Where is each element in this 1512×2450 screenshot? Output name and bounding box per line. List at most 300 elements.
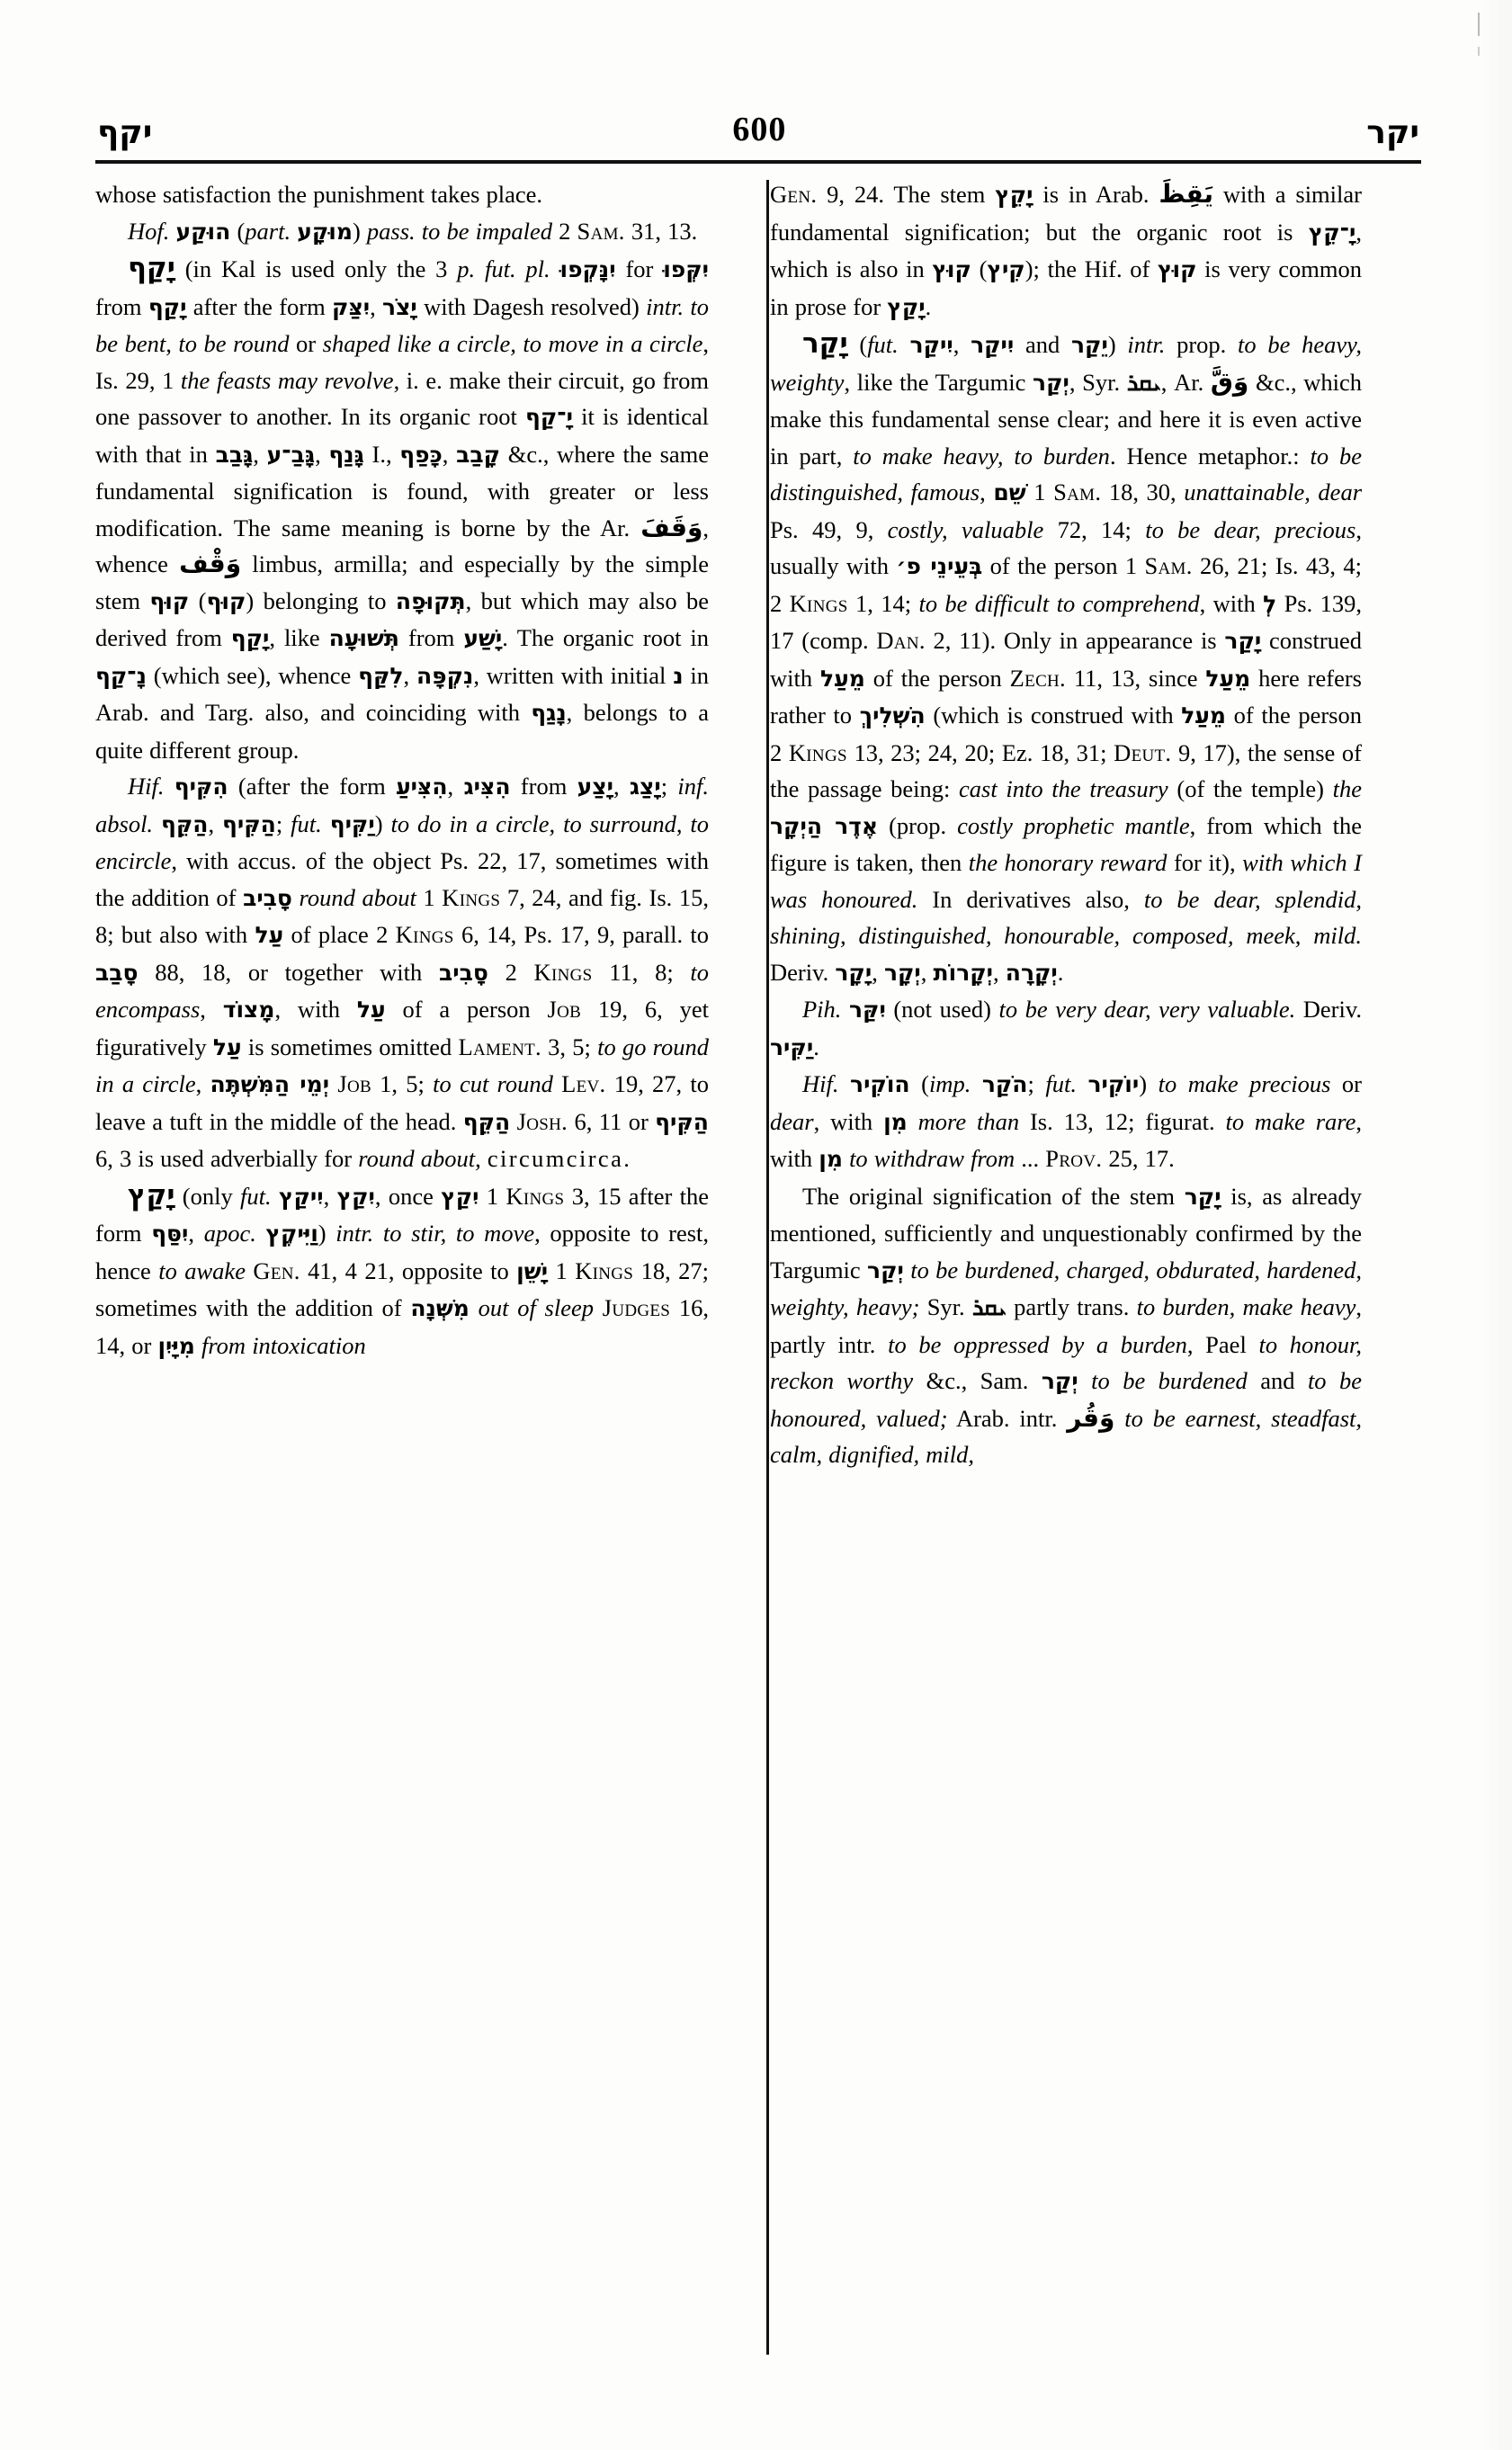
text-run: or xyxy=(289,330,323,357)
hebrew-text: יָקֵץ xyxy=(995,182,1033,208)
hebrew-text: יִיקַץ xyxy=(278,1183,324,1210)
hebrew-text: סָבִיב xyxy=(243,884,292,911)
text-run: costly prophetic mantle xyxy=(957,811,1190,839)
text-run: ( xyxy=(971,255,988,282)
text-run: 72, 14; xyxy=(1043,515,1146,543)
hebrew-text: קָבַב xyxy=(456,441,501,468)
citation-reference: Kings xyxy=(575,1256,634,1284)
hebrew-text: הוֹקִיר xyxy=(850,1071,910,1097)
text-run: ) xyxy=(352,217,367,245)
text-run: , with xyxy=(1199,589,1264,617)
text-run: limbus, armilla; and especially by the simple stem xyxy=(95,550,709,614)
hebrew-text: יְקָרָה xyxy=(1005,959,1058,986)
text-run: with a similar fundamental signification; but the organic root is xyxy=(770,181,1362,246)
hebrew-text: יָקַר xyxy=(1224,628,1262,654)
text-run: 2 xyxy=(552,217,577,245)
text-run: 13, 23; 24, 20; Ez. 18, 31; xyxy=(846,738,1114,766)
text-run xyxy=(169,218,175,245)
text-run: fut. xyxy=(1045,1070,1077,1097)
hof-entry xyxy=(95,213,709,251)
text-run xyxy=(841,996,849,1023)
header-rule xyxy=(95,160,1421,164)
columns-container xyxy=(95,176,1421,2362)
text-run: 16, 14, or xyxy=(95,1294,709,1359)
hebrew-text: הִקִּיף xyxy=(174,773,228,800)
text-run: more than xyxy=(917,1107,1020,1135)
hebrew-text: לִקַּף xyxy=(358,662,404,689)
text-run: ) belonging to xyxy=(246,586,396,614)
text-run: 3, 15 after the form xyxy=(95,1182,710,1247)
text-run: 25, 17. xyxy=(1102,1145,1175,1172)
text-run: the feasts may revolve xyxy=(180,366,394,394)
hif-yaqar-entry xyxy=(770,1066,1362,1178)
citation-reference: Job xyxy=(337,1070,371,1097)
text-run: &c., where the same fundamental signification is found, with greater or less modification. The same meaning is borne by the Ar. xyxy=(95,440,710,541)
text-run: fut. xyxy=(867,331,899,358)
text-run: 6, 11 or xyxy=(568,1107,656,1135)
hebrew-text: הוּקַע xyxy=(175,218,231,245)
text-run: &c., which make this fundamental sense clear; and here it is even active in part, xyxy=(770,368,1362,469)
hebrew-text: מִיָּיִן xyxy=(157,1332,195,1359)
text-run: 26, 21; Is. 43, 4; 2 xyxy=(770,552,1363,617)
text-run: In derivatives also, xyxy=(917,885,1144,913)
citation-reference: Lev. xyxy=(561,1070,606,1097)
text-run: ... xyxy=(1015,1145,1046,1172)
text-run: to burden, make heavy xyxy=(1136,1293,1356,1320)
text-run: (of the temple) xyxy=(1168,775,1333,802)
text-run: , from which the figure is taken, then xyxy=(770,811,1362,876)
text-run: whose satisfaction the punishment takes place. xyxy=(95,181,543,208)
text-run: , xyxy=(370,292,383,320)
text-run: pass. to be impaled xyxy=(366,217,553,245)
hebrew-text: סָבַב xyxy=(95,959,139,986)
hebrew-text: שֵׁם xyxy=(993,479,1026,505)
hebrew-text: מֵעַל xyxy=(820,665,865,692)
text-run: , xyxy=(993,958,1006,986)
citation-reference: Sam. xyxy=(1144,552,1193,579)
text-run xyxy=(908,1108,918,1135)
text-run: 6, 14, Ps. 17, 9, parall. to xyxy=(453,921,709,948)
text-run: construed with xyxy=(770,627,1363,692)
hebrew-text: גָּנַף xyxy=(328,441,364,468)
text-run: to be oppressed by a burden xyxy=(888,1330,1187,1358)
yaqats-entry xyxy=(95,1177,709,1365)
text-run: , like xyxy=(269,624,329,651)
hebrew-text: יָקַר xyxy=(802,327,848,360)
text-run: , opposite to rest, hence xyxy=(95,1220,710,1284)
text-run: to encompass xyxy=(95,958,710,1023)
text-run: to be dear, splendid, shining, distinguished, honourable, composed, meek, mild. xyxy=(770,885,1362,949)
hebrew-text: קוּף xyxy=(149,587,190,614)
text-run: round about xyxy=(358,1145,476,1172)
text-run: to be very dear, very valuable. xyxy=(998,996,1296,1023)
text-run: of place 2 xyxy=(283,921,396,948)
text-run: , which is also in xyxy=(770,218,1362,282)
citation-reference: Job xyxy=(547,996,582,1023)
hebrew-text: יִיקַר xyxy=(909,332,953,358)
text-run: of a person xyxy=(385,996,548,1023)
text-run xyxy=(1078,1367,1091,1394)
hebrew-text: עַל xyxy=(356,997,386,1023)
hebrew-text: מֵעַל xyxy=(1205,665,1251,692)
text-run: 19, 6, yet figuratively xyxy=(95,996,709,1060)
hebrew-text: מוּקָע xyxy=(297,218,353,245)
text-run: The original signification of the stem xyxy=(802,1182,1185,1210)
text-run: the honorary reward xyxy=(968,849,1168,876)
text-run: to be earnest, steadfast, calm, dignified, mild, xyxy=(770,1404,1362,1468)
text-run: with which I was honoured. xyxy=(770,849,1362,913)
pih-entry xyxy=(770,991,1362,1066)
hebrew-text: יָקַץ xyxy=(887,293,926,320)
text-run: shaped like a circle, to move in a circle xyxy=(322,330,703,357)
text-run: 1 xyxy=(548,1256,576,1284)
hebrew-text: סָבִיב xyxy=(439,959,488,986)
text-run: is, as already mentioned, sufficiently and unquestionably confirmed by the Targumic xyxy=(770,1182,1362,1283)
citation-reference: Kings xyxy=(395,921,454,948)
hebrew-text: יְקַר xyxy=(1041,1368,1078,1394)
hebrew-text: יָשַׁע xyxy=(463,625,503,651)
text-run: of the person 2 xyxy=(770,702,1362,766)
citation-reference: Dan. xyxy=(876,627,926,654)
hebrew-text: יִקְּפוּ xyxy=(663,256,709,282)
text-run: , written with initial xyxy=(473,661,674,689)
hebrew-text: קוּץ xyxy=(1157,256,1197,282)
hebrew-text: הִשְׁלִיךְ xyxy=(859,702,926,729)
hif-entry xyxy=(95,768,709,1177)
text-run: unattainable, dear xyxy=(1184,478,1363,505)
hebrew-text: יְמֵי הַמִּשְׁתֶּה xyxy=(210,1071,330,1097)
text-run: (which is construed with xyxy=(925,702,1182,729)
text-run: Ps. 49, 9, xyxy=(770,515,888,543)
hebrew-text: אֶדֶר הַיְקָר xyxy=(770,812,879,839)
text-run: to make rare xyxy=(1225,1107,1356,1135)
text-run: . Hence metaphor.: xyxy=(1109,442,1311,469)
citation-reference: Deut. xyxy=(1114,738,1172,766)
text-run: , with accus. of the object Ps. 22, 17, sometimes with the addition of xyxy=(95,847,709,911)
hebrew-text: הַקֵּף xyxy=(161,810,209,837)
text-run: Ps. 139, 17 (comp. xyxy=(770,589,1362,654)
text-run: to be heavy, weighty xyxy=(770,331,1363,396)
text-run: Hif. xyxy=(802,1070,839,1097)
text-run xyxy=(1114,1405,1124,1432)
text-run: is sometimes omitted xyxy=(241,1033,459,1060)
text-run: to be honoured, valued; xyxy=(770,1367,1363,1432)
hebrew-text: יִקַץ xyxy=(441,1183,479,1210)
text-run: I., xyxy=(363,440,400,468)
citation-reference: Kings xyxy=(505,1182,565,1210)
text-run: ( xyxy=(230,217,246,245)
citation-reference: Prov. xyxy=(1045,1145,1103,1172)
text-run xyxy=(899,331,910,358)
text-run: (only xyxy=(174,1182,241,1210)
citation-reference: Judges xyxy=(602,1294,671,1321)
hebrew-text: יְקַר xyxy=(867,1256,904,1283)
text-run: Is. 13, 12; figurat. xyxy=(1019,1107,1226,1135)
hebrew-text: מִן xyxy=(883,1108,908,1135)
text-run: dear xyxy=(770,1107,814,1135)
text-run: to make precious xyxy=(1158,1070,1331,1097)
text-run: here refers rather to xyxy=(770,664,1362,729)
text-run: prop. xyxy=(1165,331,1239,358)
running-head-right-catchword: יקר xyxy=(1366,114,1419,151)
hebrew-text: יִקַּר xyxy=(848,997,886,1023)
text-run: , Syr. xyxy=(1069,368,1127,396)
text-run: for xyxy=(615,255,664,282)
text-run: it is identical with that in xyxy=(95,403,709,468)
hebrew-text: יִסַּף xyxy=(151,1221,189,1247)
text-run: 2 xyxy=(488,958,534,986)
text-run: ; xyxy=(275,809,291,837)
hebrew-text: יִיקַר xyxy=(971,332,1015,358)
yaqaf-entry xyxy=(95,250,709,768)
text-run xyxy=(256,1220,266,1247)
text-run: , xyxy=(188,1220,204,1247)
text-run: partly trans. xyxy=(1006,1293,1137,1320)
arabic-text: وَقُر xyxy=(1067,1402,1115,1433)
text-run: 18, 27; sometimes with the addition of xyxy=(95,1256,710,1321)
text-run: 11, 8; xyxy=(592,958,691,986)
text-run: from xyxy=(510,773,577,800)
hebrew-text: יִקַץ xyxy=(336,1183,375,1210)
syriac-text: ܝܩܪ xyxy=(1126,369,1161,397)
hebrew-text: הַקִּיף xyxy=(655,1108,709,1135)
text-run: fut. xyxy=(291,809,322,837)
text-run: after the form xyxy=(186,292,333,320)
citation-reference: Kings xyxy=(788,738,847,766)
hebrew-text: יָקַץ xyxy=(128,1178,175,1212)
text-run xyxy=(839,1070,851,1097)
text-run: 3, 5; xyxy=(541,1033,598,1060)
hebrew-text: תְּקוּפָה xyxy=(395,587,466,614)
text-run xyxy=(553,1070,561,1097)
text-run: , xyxy=(200,996,223,1023)
text-run: part. xyxy=(245,217,291,245)
hebrew-text: גָּבַ־ע xyxy=(266,441,316,468)
text-run: (in Kal is used only the 3 xyxy=(174,255,458,282)
text-run: intr. xyxy=(1127,331,1166,358)
text-run: of the person 1 xyxy=(982,552,1145,579)
running-head-left-catchword: יקף xyxy=(97,114,153,151)
text-run: 1 xyxy=(1025,478,1054,505)
margin-tick xyxy=(1478,13,1480,36)
text-run: (after the form xyxy=(228,773,397,800)
original-signification-paragraph xyxy=(770,1178,1362,1473)
hebrew-text: יְקָרוֹת xyxy=(933,959,994,986)
hebrew-text: יָצַג xyxy=(629,773,661,800)
text-run: costly, valuable xyxy=(887,515,1044,543)
text-run: (prop. xyxy=(878,811,958,839)
text-run: to be difficult to comprehend xyxy=(918,589,1200,617)
text-run: 6, 3 is used adverbially for xyxy=(95,1145,359,1172)
hebrew-text: הֹקַר xyxy=(981,1071,1028,1097)
hebrew-text: נ xyxy=(673,662,684,689)
page-number: 600 xyxy=(732,111,787,148)
text-run: . xyxy=(925,292,932,320)
text-run xyxy=(1077,1070,1088,1097)
text-run: , xyxy=(403,661,416,689)
text-run: from xyxy=(399,624,464,651)
text-run xyxy=(322,810,330,837)
text-run: to awake xyxy=(158,1256,246,1284)
text-run: , xyxy=(208,809,223,837)
hebrew-text: הַקִּיף xyxy=(222,810,276,837)
text-run xyxy=(971,1070,982,1097)
text-run: (which see), whence xyxy=(146,661,359,689)
hebrew-text: מִן xyxy=(819,1146,843,1172)
text-run: imp. xyxy=(928,1070,971,1097)
text-run: ) xyxy=(374,809,391,837)
text-run: 1, 14; xyxy=(847,589,919,617)
text-run: 31, 13. xyxy=(624,217,698,245)
scan-edge xyxy=(1481,0,1512,2450)
text-run: 41, 4 21, opposite to xyxy=(300,1256,517,1284)
text-run: (not used) xyxy=(885,996,999,1023)
margin-tick-secondary xyxy=(1478,47,1480,56)
hebrew-text: הַקֵּף xyxy=(462,1108,511,1135)
text-run: ; xyxy=(660,773,678,800)
text-run: round about xyxy=(299,883,416,911)
text-run: 9, 17), the sense of the passage being: xyxy=(770,738,1362,802)
hebrew-text: יִצַּק xyxy=(332,293,371,320)
text-run: , once xyxy=(374,1182,442,1210)
text-run: to go round in a circle xyxy=(95,1033,709,1097)
arabic-text: يَقِظَ xyxy=(1159,179,1213,209)
text-run: , but which may also be derived from xyxy=(95,586,709,651)
text-run: 7, 24, and fig. Is. 15, 8; but also with xyxy=(95,883,710,948)
text-run: the xyxy=(1332,775,1362,802)
text-run xyxy=(550,255,560,282)
hebrew-text: קוּף xyxy=(206,587,246,614)
right-column xyxy=(729,176,1362,2362)
text-run: to be distinguished, famous xyxy=(770,442,1363,505)
text-run: , xyxy=(447,773,464,800)
hebrew-text: גָּבַב xyxy=(215,441,254,468)
text-run: , xyxy=(872,958,884,986)
text-run xyxy=(272,1183,279,1210)
text-run: . The organic root in xyxy=(502,624,709,651)
hebrew-text: מָצוֹד xyxy=(222,997,275,1023)
text-run: from intoxication xyxy=(201,1331,366,1359)
text-run: Hof. xyxy=(128,217,170,245)
text-run: is very common in prose for xyxy=(770,255,1363,320)
text-run: 1 xyxy=(479,1182,506,1210)
text-run: and xyxy=(1247,1367,1308,1394)
text-run: or xyxy=(1330,1070,1362,1097)
text-run: , xyxy=(980,478,994,505)
hebrew-text: יָצַע xyxy=(577,773,613,800)
hebrew-text: יָ־קֵץ xyxy=(1308,219,1356,246)
text-run: , like the Targumic xyxy=(844,368,1033,396)
text-run: for it), xyxy=(1167,849,1243,876)
text-run: 18, 30, xyxy=(1101,478,1185,505)
text-run xyxy=(165,773,174,800)
citation-reference: Lament. xyxy=(458,1033,541,1060)
text-run: fut. xyxy=(240,1182,272,1210)
hebrew-text: יָקַף xyxy=(148,293,187,320)
hebrew-text: יָקָר xyxy=(835,959,872,986)
text-run: to be dear, precious xyxy=(1145,515,1356,543)
arabic-text: وَقَفَ xyxy=(640,512,703,542)
text-run: 1 xyxy=(416,883,443,911)
text-run: , xyxy=(323,1182,337,1210)
text-run: to do in a circle, to surround, to encircle xyxy=(95,809,709,874)
text-run: from xyxy=(95,292,148,320)
text-run: of the person xyxy=(864,664,1010,692)
hebrew-text: יָקַף xyxy=(230,625,270,651)
text-run: 11, 13, since xyxy=(1065,664,1206,692)
text-run: to honour, reckon worthy xyxy=(770,1330,1362,1394)
text-run: Deriv. xyxy=(1295,996,1362,1023)
text-run: , xyxy=(442,440,457,468)
yaqats-continued xyxy=(770,176,1362,326)
text-run xyxy=(329,1070,337,1097)
text-run: is in Arab. xyxy=(1033,181,1159,208)
text-run: inf. absol. xyxy=(95,773,710,837)
text-run: to make heavy, to burden xyxy=(853,442,1110,469)
text-run: Hif. xyxy=(128,773,165,800)
text-run xyxy=(153,810,161,837)
text-run: , xyxy=(920,958,934,986)
text-run: , xyxy=(195,1070,210,1097)
text-run xyxy=(843,1145,849,1172)
hebrew-text: יָקַר xyxy=(1184,1183,1221,1210)
text-run: , Pael xyxy=(1186,1330,1259,1358)
citation-reference: Kings xyxy=(442,883,501,911)
text-run xyxy=(195,1332,201,1359)
citation-reference: Sam. xyxy=(577,217,625,245)
text-run: to be burdened xyxy=(1091,1367,1248,1394)
text-run: ( xyxy=(909,1070,929,1097)
hebrew-text: קִיץ xyxy=(987,256,1025,282)
citation-reference: Josh. xyxy=(516,1107,568,1135)
text-run: , whence xyxy=(95,514,709,577)
text-run: Pih. xyxy=(802,996,842,1023)
text-run: circumcirca. xyxy=(487,1145,632,1172)
text-run xyxy=(470,1294,479,1321)
hebrew-text: הִצִּיעַ xyxy=(396,773,448,800)
citation-reference: Gen. xyxy=(253,1256,300,1284)
text-run: , Is. 29, 1 xyxy=(95,330,710,394)
hebrew-text: לְ xyxy=(1263,590,1277,617)
text-run: 2, 11). Only in appearance is xyxy=(925,627,1225,654)
text-run: Arab. intr. xyxy=(947,1404,1068,1432)
text-run: Deriv. xyxy=(770,958,836,986)
hebrew-text: עַל xyxy=(255,922,284,948)
text-run: ) xyxy=(1139,1070,1159,1097)
text-run: , Ar. xyxy=(1160,368,1211,396)
text-run: p. fut. pl. xyxy=(457,255,550,282)
arabic-text: وَقَّ xyxy=(1210,366,1249,397)
hebrew-text: יָשֵׁן xyxy=(516,1257,549,1284)
arabic-text: وَقْف xyxy=(179,549,242,578)
text-run: and xyxy=(1014,331,1071,358)
text-run: with Dagesh resolved) xyxy=(416,292,647,320)
yaqar-entry xyxy=(770,326,1362,991)
hebrew-text: מִשְּׁנָה xyxy=(410,1295,470,1321)
text-run: , xyxy=(253,440,267,468)
text-run: to withdraw from xyxy=(849,1145,1015,1172)
text-run: ; xyxy=(1027,1070,1046,1097)
text-run: , with xyxy=(274,996,357,1023)
text-run xyxy=(594,1294,603,1321)
citation-reference: Zech. xyxy=(1009,664,1066,692)
text-run: ); the Hif. of xyxy=(1024,255,1158,282)
text-run: out of sleep xyxy=(478,1294,594,1321)
text-run: 19, 27, to leave a tuft in the middle of the head. xyxy=(95,1070,710,1135)
text-run: ( xyxy=(189,586,207,614)
hebrew-text: הִצִּיג xyxy=(463,773,511,800)
hebrew-text: כָּפַף xyxy=(399,441,443,468)
